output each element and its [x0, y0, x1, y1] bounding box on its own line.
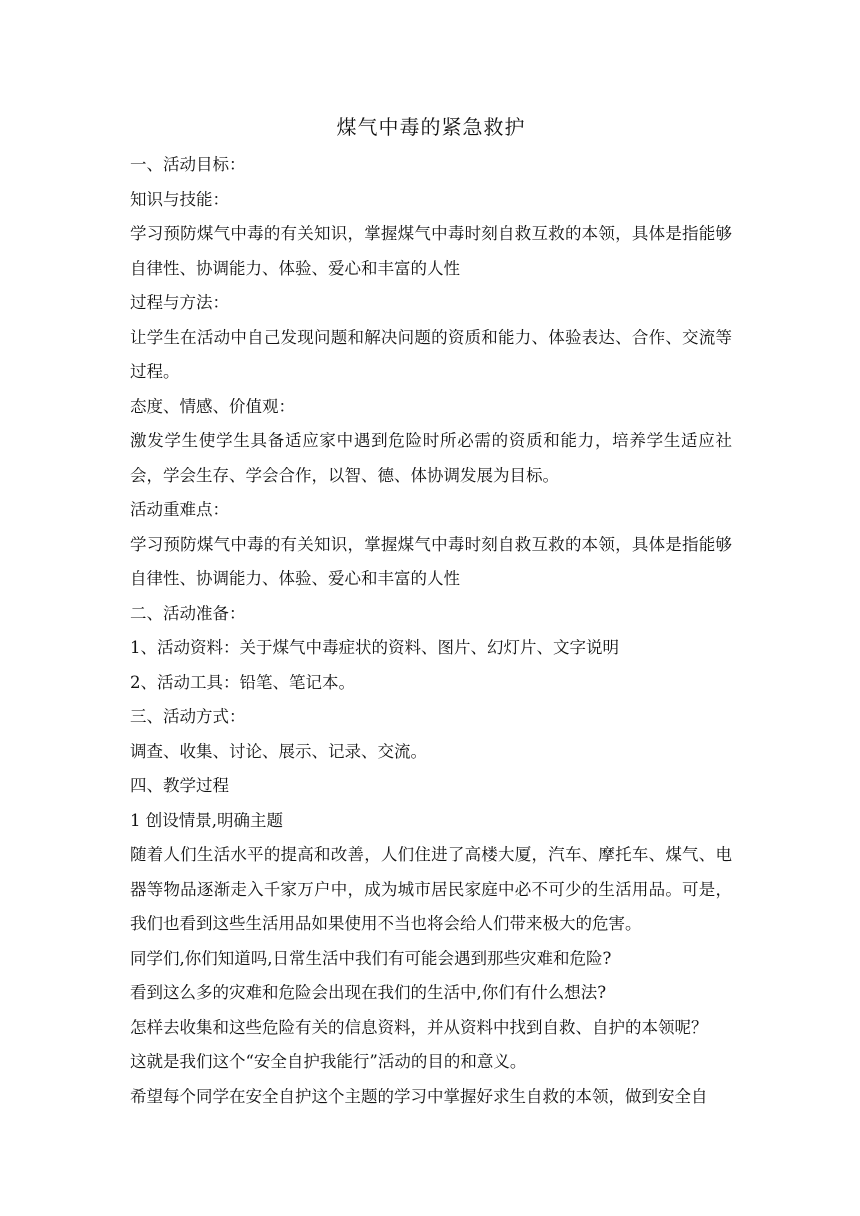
document-title: 煤气中毒的紧急救护 — [336, 115, 526, 139]
subheading-key-points: 活动重难点： — [130, 500, 229, 519]
section-heading-methods: 三、活动方式： — [130, 707, 246, 726]
subheading-knowledge: 知识与技能： — [130, 189, 229, 209]
section-heading-preparation: 二、活动准备： — [130, 603, 246, 623]
paragraph-step1-question1: 同学们,你们知道吗,日常生活中我们有可能会遇到那些灾难和危险? — [130, 948, 612, 968]
subheading-process: 过程与方法： — [130, 293, 229, 312]
list-item-prep-materials: 1、活动资料：关于煤气中毒症状的资料、图片、幻灯片、文字说明 — [130, 638, 619, 657]
subheading-attitude: 态度、情感、价值观： — [130, 396, 295, 416]
paragraph-knowledge: 学习预防煤气中毒的有关知识，掌握煤气中毒时刻自救互救的本领，具体是指能够自律性、协调能力、体验、爱心和丰富的人性 — [130, 224, 732, 278]
subheading-step1: 1 创设情景,明确主题 — [130, 810, 283, 830]
document-body — [130, 112, 732, 1114]
section-heading-teaching-process: 四、教学过程 — [130, 776, 229, 795]
paragraph-process: 让学生在活动中自己发现问题和解决问题的资质和能力、体验表达、合作、交流等过程。 — [130, 327, 732, 381]
paragraph-step1-question3: 怎样去收集和这些危险有关的信息资料，并从资料中找到自救、自护的本领呢？ — [130, 1017, 708, 1037]
paragraph-methods: 调查、收集、讨论、展示、记录、交流。 — [130, 741, 427, 761]
paragraph-step1-closing: 希望每个同学在安全自护这个主题的学习中掌握好求生自救的本领，做到安全自 — [130, 1086, 708, 1106]
section-heading-goals: 一、活动目标： — [130, 155, 246, 174]
paragraph-step1-question2: 看到这么多的灾难和危险会出现在我们的生活中,你们有什么想法? — [130, 983, 607, 1002]
paragraph-attitude: 激发学生使学生具备适应家中遇到危险时所必需的资质和能力，培养学生适应社会，学会生存、学会合作，以智、德、体协调发展为目标。 — [130, 431, 732, 485]
list-item-prep-tools: 2、活动工具：铅笔、笔记本。 — [130, 672, 355, 692]
paragraph-step1-intro: 随着人们生活水平的提高和改善，人们住进了高楼大厦，汽车、摩托车、煤气、电器等物品逐渐走入千家万户中，成为城市居民家庭中必不可少的生活用品。可是，我们也看到这些生活用品如果使用不当也将会给人们带来极大的危害。 — [130, 845, 732, 933]
paragraph-step1-purpose: 这就是我们这个“安全自护我能行”活动的目的和意义。 — [130, 1052, 527, 1071]
paragraph-key-points: 学习预防煤气中毒的有关知识，掌握煤气中毒时刻自救互救的本领，具体是指能够自律性、协调能力、体验、爱心和丰富的人性 — [130, 534, 732, 588]
